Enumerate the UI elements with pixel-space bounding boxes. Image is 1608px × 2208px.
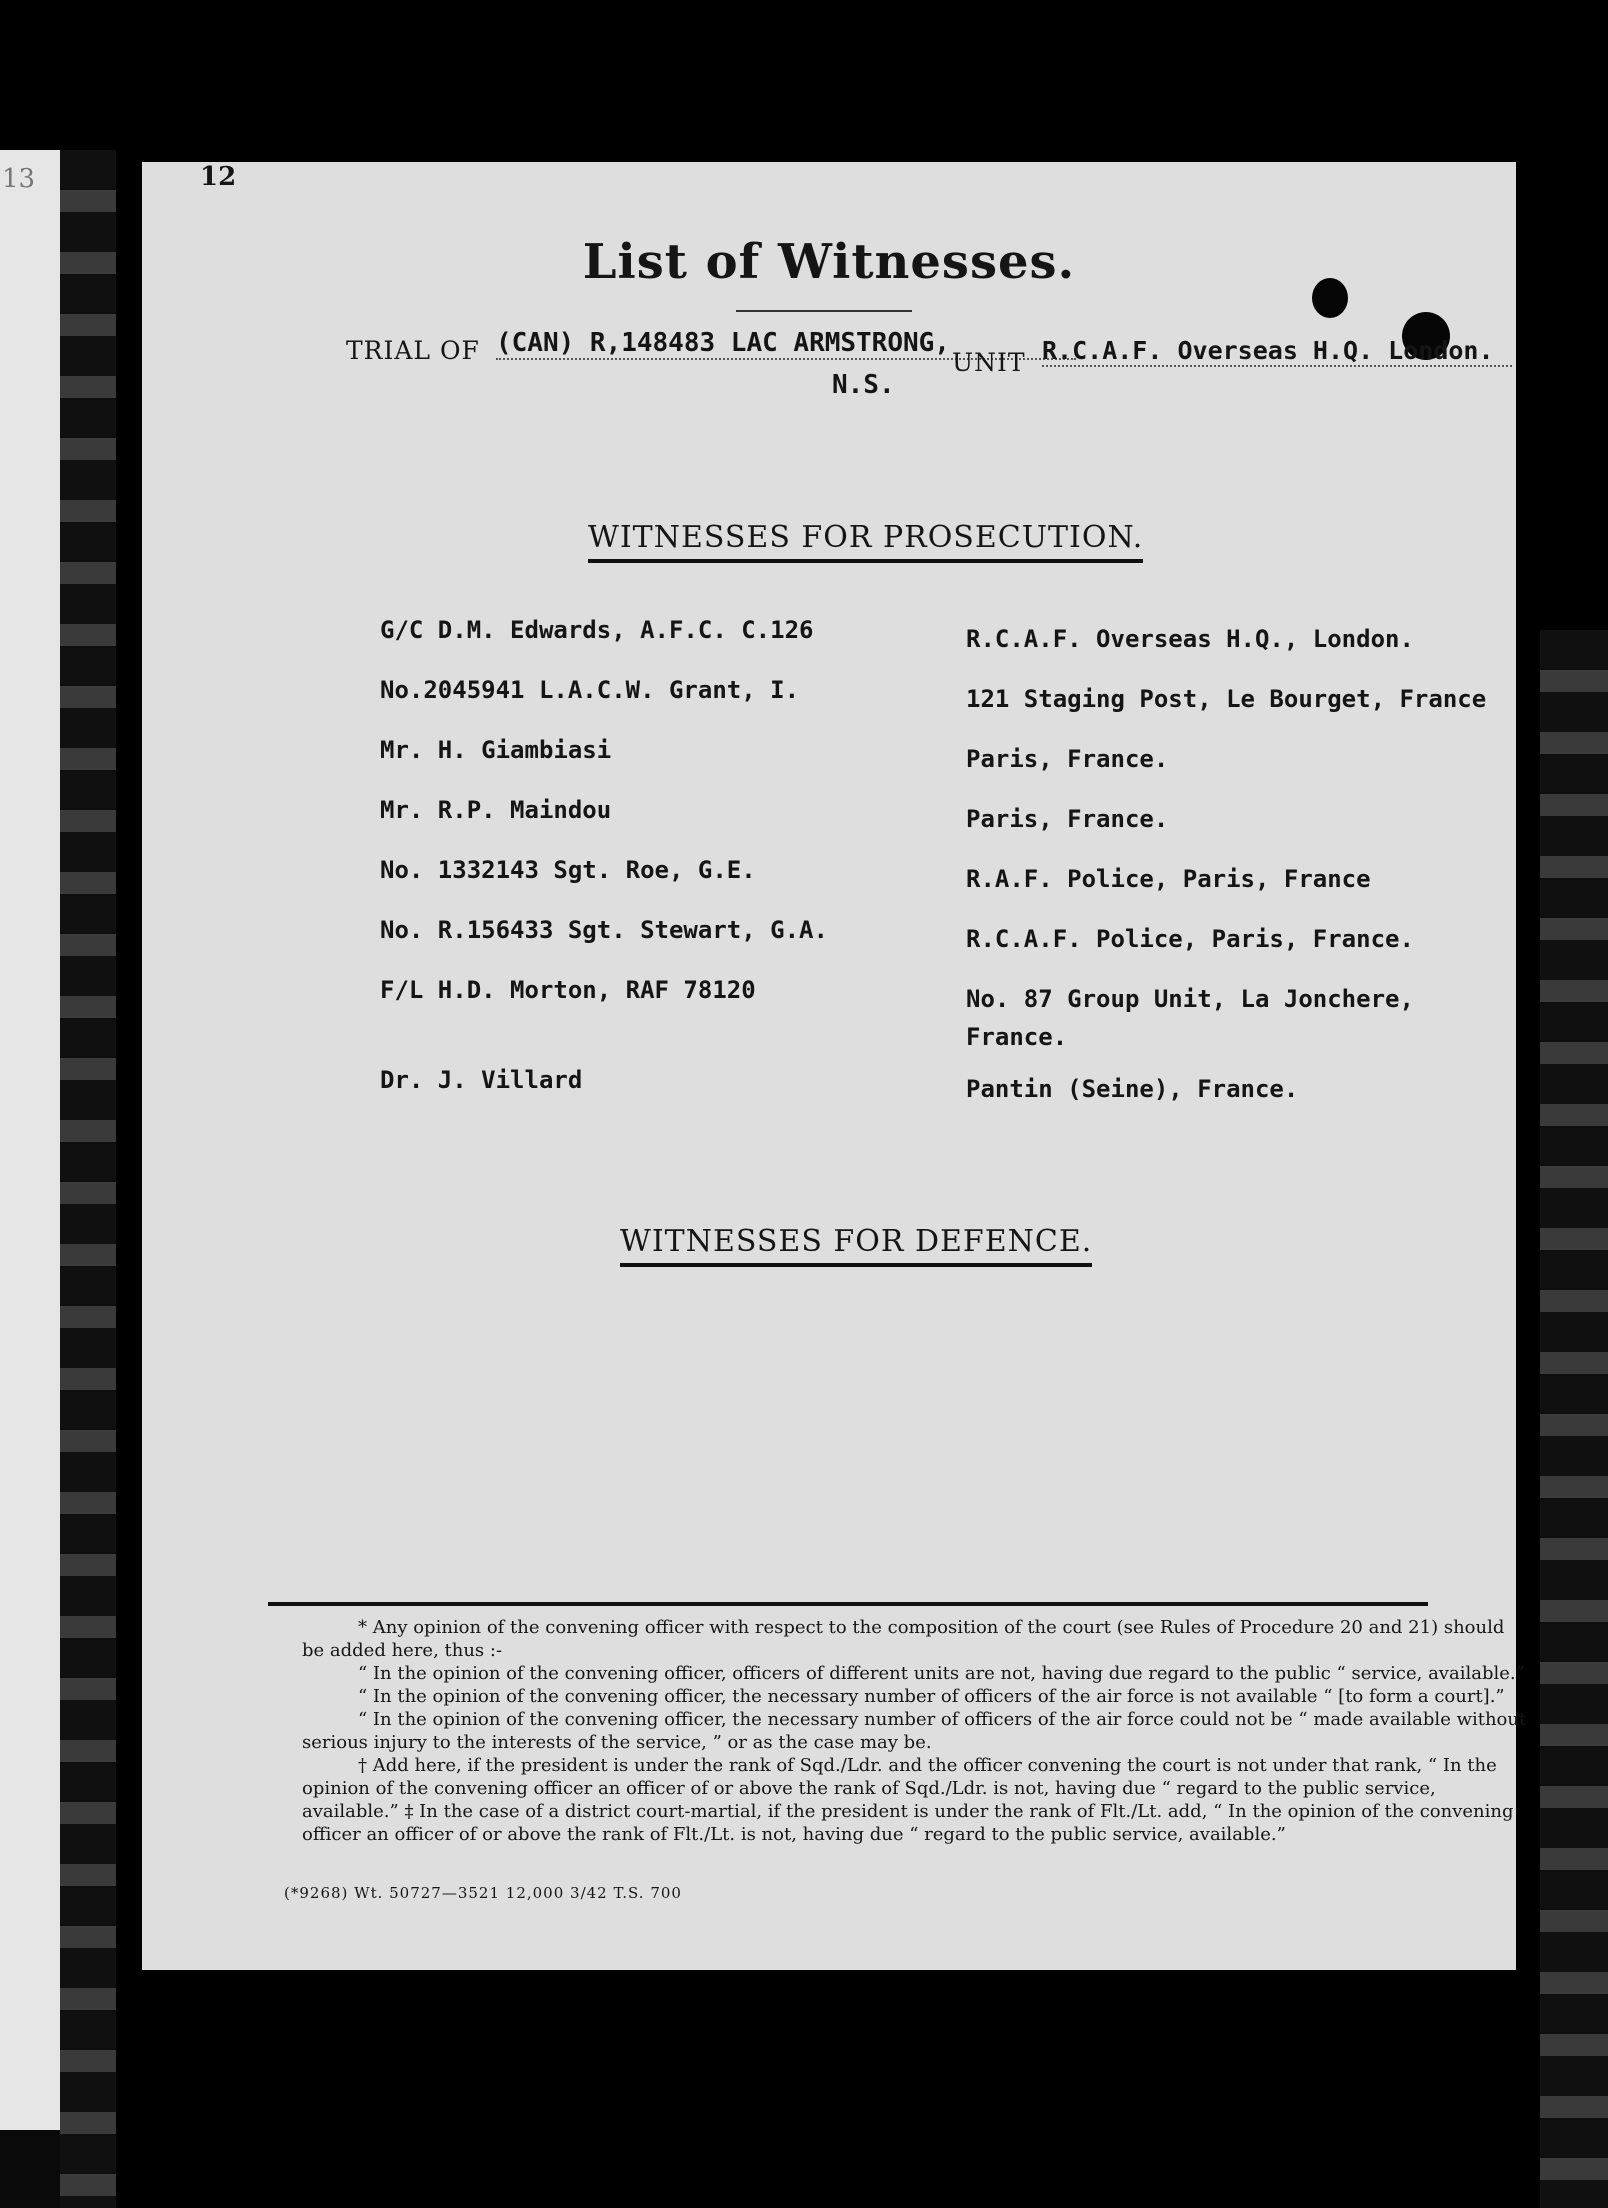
unit-value: R.C.A.F. Overseas H.Q. London. (1042, 336, 1512, 367)
footnote: “ In the opinion of the convening officer, officers of different units are not, having due regard to the public “ service, available.” (358, 1663, 1525, 1684)
witness-name: No.2045941 L.A.C.W. Grant, I. (380, 676, 800, 704)
witness-address: Pantin (Seine), France. (966, 1075, 1299, 1103)
punch-hole (1312, 278, 1348, 318)
trial-of-value-continued: N.S. (832, 370, 895, 400)
film-sprocket-strip-right (1540, 630, 1608, 2208)
page-number: 12 (200, 162, 237, 192)
prosecution-witness-row (142, 796, 1516, 856)
footnotes (302, 1616, 1528, 1846)
witness-name: No. R.156433 Sgt. Stewart, G.A. (380, 916, 828, 944)
prosecution-witness-row (142, 736, 1516, 796)
prosecution-heading: WITNESSES FOR PROSECUTION. (588, 520, 1143, 563)
witness-address: 121 Staging Post, Le Bourget, France (966, 685, 1487, 713)
previous-page-number: 13 (2, 164, 36, 194)
footnote-divider (268, 1602, 1428, 1606)
prosecution-witness-row (142, 916, 1516, 976)
trial-of-value: (CAN) R,148483 LAC ARMSTRONG, (496, 328, 1076, 360)
footnote: * Any opinion of the convening officer with respect to the composition of the court (see Rules of Procedure 20 and 21) should be added here, thus :- (302, 1617, 1505, 1661)
title-underline (736, 310, 912, 312)
previous-page-edge (0, 150, 60, 2130)
document-page (142, 162, 1527, 1970)
witness-name: No. 1332143 Sgt. Roe, G.E. (380, 856, 756, 884)
witness-address: R.A.F. Police, Paris, France (966, 865, 1371, 893)
witness-name: Mr. H. Giambiasi (380, 736, 612, 764)
witness-address: Paris, France. (966, 745, 1169, 773)
prosecution-witness-row (142, 976, 1516, 1056)
footnote: “ In the opinion of the convening officer, the necessary number of officers of the air force is not available “ [to form a court].” (358, 1686, 1505, 1707)
witness-address: Paris, France. (966, 805, 1169, 833)
witness-name: Dr. J. Villard (380, 1066, 583, 1094)
unit-label: UNIT (952, 348, 1026, 377)
prosecution-witness-row (142, 616, 1516, 676)
witness-name: Mr. R.P. Maindou (380, 796, 612, 824)
witness-address: R.C.A.F. Police, Paris, France. (966, 925, 1414, 953)
document-title: List of Witnesses. (582, 234, 1076, 290)
witness-name: F/L H.D. Morton, RAF 78120 (380, 976, 756, 1004)
defence-heading: WITNESSES FOR DEFENCE. (620, 1224, 1092, 1267)
prosecution-witness-row (142, 856, 1516, 916)
print-code: (*9268) Wt. 50727—3521 12,000 3/42 T.S. 700 (284, 1884, 682, 1902)
film-sprocket-strip-left (60, 150, 116, 2208)
footnote: “ In the opinion of the convening officer, the necessary number of officers of the air force could not be “ made available without serious injury to the interests of the service, ” or as the case may be. (302, 1709, 1527, 1753)
footnote: † Add here, if the president is under the rank of Sqd./Ldr. and the officer convening the court is not under that rank, “ In the opinion of the convening officer an officer of or above the rank of Sqd./Ldr. is not, having due “ regard to the public service, available.” ‡ In the case of a district court-martial, if the president is under the rank of Flt./Lt. add, “ In the opinion of the convening officer an officer of or above the rank of Flt./Lt. is not, having due “ regard to the public service, available.” (302, 1755, 1514, 1845)
prosecution-witness-row (142, 676, 1516, 736)
trial-of-label: TRIAL OF (346, 336, 480, 365)
witness-address: R.C.A.F. Overseas H.Q., London. (966, 625, 1414, 653)
witness-name: G/C D.M. Edwards, A.F.C. C.126 (380, 616, 814, 644)
witness-address: No. 87 Group Unit, La Jonchere, France. (966, 985, 1414, 1051)
prosecution-witness-row (142, 1066, 1516, 1126)
